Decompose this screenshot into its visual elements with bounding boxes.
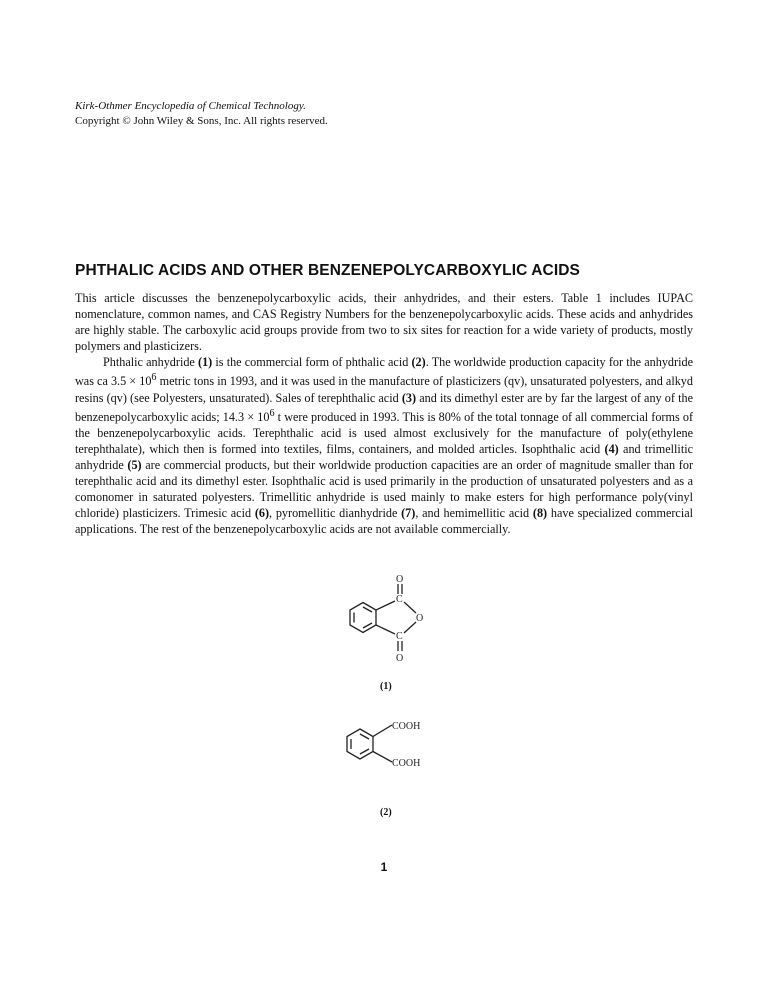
bond bbox=[404, 602, 416, 613]
figure-label-2: (2) bbox=[380, 807, 392, 818]
atom-label: O bbox=[396, 653, 404, 664]
phthalic-acid-structure bbox=[340, 715, 440, 775]
bond bbox=[373, 752, 392, 763]
text-segment: and trimellitic anhydride bbox=[75, 441, 693, 473]
bond bbox=[404, 622, 416, 633]
aromatic-bond bbox=[360, 749, 369, 754]
aromatic-bond bbox=[360, 734, 369, 739]
article-body bbox=[75, 290, 693, 538]
journal-title: Kirk-Othmer Encyclopedia of Chemical Technology. bbox=[75, 100, 306, 112]
page-number: 1 bbox=[380, 860, 388, 874]
text-segment: Phthalic anhydride bbox=[103, 355, 199, 370]
copyright-notice: Copyright © John Wiley & Sons, Inc. All rights reserved. bbox=[75, 115, 328, 127]
atom-label: C bbox=[396, 631, 403, 642]
carboxyl-group: COOH bbox=[392, 721, 421, 732]
aromatic-bond bbox=[363, 623, 372, 628]
bond bbox=[373, 725, 392, 737]
exponent: 6 bbox=[151, 372, 157, 384]
text-segment: , pyromellitic dianhydride bbox=[269, 506, 402, 521]
article-title: PHTHALIC ACIDS AND OTHER BENZENEPOLYCARBOXYLIC ACIDS bbox=[75, 262, 580, 279]
text-segment: , and hemimellitic acid bbox=[415, 506, 533, 521]
compound-ref: (5) bbox=[127, 458, 142, 473]
text-segment: have specialized commercial applications. The rest of the benzenepolycarboxylic acids are not available commercially. bbox=[75, 506, 694, 537]
compound-ref: (4) bbox=[604, 441, 619, 456]
text-segment: t were produced in 1993. This is 80% of the total tonnage of all commercial forms of the benzenepolycarboxylic acids. Terephthalic acid is used almost exclusively for the manufacture of poly(ethylene terephthalate), which then is formed into textiles, films, containers, and molded articles. Isophthalic acid bbox=[75, 409, 693, 456]
text-segment: is the commercial form of phthalic acid bbox=[212, 355, 412, 370]
bond bbox=[376, 625, 395, 634]
text-segment: . The worldwide production capacity for the anhydride was ca 3.5 × 10 bbox=[75, 355, 693, 389]
atom-label: C bbox=[396, 594, 403, 605]
paragraph-phthalic bbox=[75, 354, 693, 537]
bond bbox=[376, 601, 395, 610]
compound-ref: (2) bbox=[411, 355, 426, 370]
atom-label: O bbox=[416, 613, 424, 624]
text-segment: metric tons in 1993, and it was used in the manufacture of plasticizers (qv), unsaturated polyesters, and alkyd resins (qv) (see Polyesters, unsaturated). Sales of terephthalic acid bbox=[75, 374, 693, 405]
carboxyl-group: COOH bbox=[392, 758, 421, 769]
compound-ref: (8) bbox=[532, 506, 548, 521]
atom-label: O bbox=[396, 575, 404, 585]
compound-ref: (6) bbox=[254, 506, 270, 521]
compound-ref: (1) bbox=[198, 355, 213, 370]
exponent: 6 bbox=[269, 407, 275, 419]
compound-ref: (7) bbox=[401, 506, 416, 521]
figure-label-1: (1) bbox=[380, 681, 392, 692]
document-header bbox=[75, 99, 328, 129]
text-segment: and its dimethyl ester are by far the largest of any of the benzenepolycarboxylic acids; 14.3 × 10 bbox=[75, 390, 693, 424]
compound-ref: (3) bbox=[401, 390, 417, 405]
aromatic-bond bbox=[363, 607, 372, 612]
phthalic-anhydride-structure bbox=[345, 575, 435, 670]
paragraph-intro: This article discusses the benzenepolycarboxylic acids, their anhydrides, and their esters. Table 1 includes IUPAC nomenclature, common names, and CAS Registry Numbers for the benzenepolycarboxylic acids. These acids and anhydrides are highly stable. The carboxylic acid groups provide from two to six sites for reaction for a wide variety of products, mostly polymers and plasticizers. bbox=[75, 291, 693, 354]
text-segment: are commercial products, but their worldwide production capacities are an order of magnitude smaller than for terephthalic acid and its dimethyl ester. Isophthalic acid is used primarily in the production of unsaturated polyesters and as a comonomer in saturated polyesters. Trimellitic anhydride is used mainly to make esters for high performance poly(vinyl chloride) plasticizers. Trimesic acid bbox=[75, 458, 693, 521]
